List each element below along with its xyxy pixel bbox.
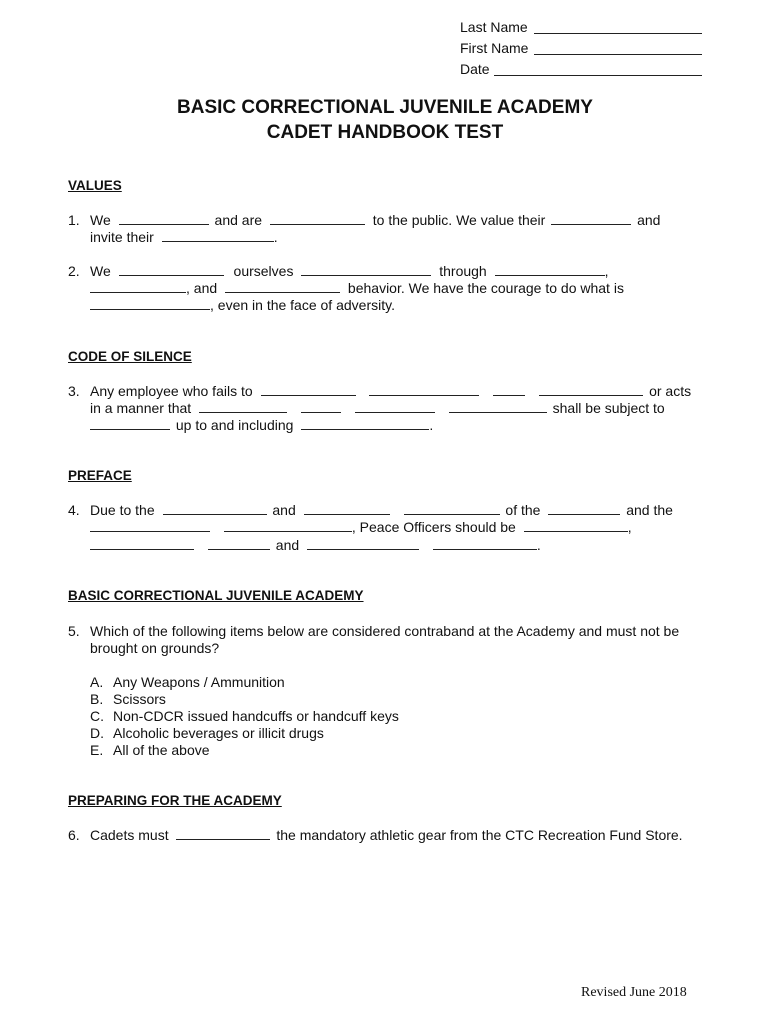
q2-blank-5[interactable] <box>225 280 340 293</box>
q4-text: , Peace Officers should be <box>351 519 516 535</box>
q4-blank-11[interactable] <box>433 537 537 550</box>
q3-blank-10[interactable] <box>301 417 429 430</box>
q4-blank-6[interactable] <box>224 519 352 532</box>
option-letter: D. <box>90 725 104 741</box>
q6-text: Cadets must <box>90 827 169 843</box>
q3-line3 <box>90 417 433 433</box>
section-values: VALUES <box>68 178 122 193</box>
q1-number: 1. <box>68 212 80 228</box>
q5-option-c[interactable] <box>90 708 399 724</box>
q2-text: , and <box>186 280 218 296</box>
q1-blank-2[interactable] <box>270 212 365 225</box>
q3-text: shall be subject to <box>552 400 665 416</box>
q3-text: in a manner that <box>90 400 192 416</box>
q1-text: to the public. We value their <box>372 212 546 228</box>
section-code-of-silence: CODE OF SILENCE <box>68 349 192 364</box>
q1-text: invite their <box>90 229 154 245</box>
q4-blank-1[interactable] <box>163 502 267 515</box>
q2-blank-4[interactable] <box>90 280 186 293</box>
option-text: Any Weapons / Ammunition <box>113 674 285 690</box>
page-subtitle: CADET HANDBOOK TEST <box>266 122 504 143</box>
q3-number: 3. <box>68 383 80 399</box>
q4-text: and <box>272 502 296 518</box>
option-letter: E. <box>90 742 104 758</box>
q4-blank-7[interactable] <box>524 519 628 532</box>
q3-blank-4[interactable] <box>539 383 643 396</box>
q2-number: 2. <box>68 263 80 279</box>
option-text: Non-CDCR issued handcuffs or handcuff keys <box>113 708 399 724</box>
q3-blank-3[interactable] <box>493 383 525 396</box>
q1-text: . <box>273 229 278 245</box>
q4-blank-2[interactable] <box>304 502 390 515</box>
q3-blank-9[interactable] <box>90 417 170 430</box>
q2-text: , <box>604 263 609 279</box>
q3-blank-2[interactable] <box>369 383 479 396</box>
q3-text: or acts <box>649 383 692 399</box>
q4-blank-8[interactable] <box>90 537 194 550</box>
option-letter: B. <box>90 691 104 707</box>
page-title: BASIC CORRECTIONAL JUVENILE ACADEMY <box>177 97 593 118</box>
section-preparing: PREPARING FOR THE ACADEMY <box>68 793 282 808</box>
section-preface: PREFACE <box>68 468 132 483</box>
q4-text: . <box>536 537 541 553</box>
option-text: All of the above <box>113 742 210 758</box>
option-text: Alcoholic beverages or illicit drugs <box>113 725 324 741</box>
q1-blank-1[interactable] <box>119 212 209 225</box>
q2-line3 <box>90 297 395 313</box>
q1-line2 <box>90 229 278 245</box>
q1-text: and are <box>214 212 263 228</box>
q3-text: . <box>429 417 434 433</box>
q1-blank-3[interactable] <box>551 212 631 225</box>
q2-text: We <box>90 263 111 279</box>
q4-line3 <box>90 537 541 553</box>
q2-text: through <box>439 263 487 279</box>
last-name-label: Last Name <box>460 19 528 35</box>
q2-text: behavior. We have the courage to do what is <box>347 280 624 296</box>
q3-text: Any employee who fails to <box>90 383 253 399</box>
q4-blank-5[interactable] <box>90 519 210 532</box>
first-name-row <box>460 40 528 56</box>
first-name-label: First Name <box>460 40 529 56</box>
q4-text: Due to the <box>90 502 155 518</box>
date-row <box>460 61 490 77</box>
q2-blank-6[interactable] <box>90 297 210 310</box>
q2-blank-1[interactable] <box>119 263 224 276</box>
q6-text: the mandatory athletic gear from the CTC Recreation Fund Store. <box>276 827 683 843</box>
q3-line2 <box>90 400 665 416</box>
section-bcja: BASIC CORRECTIONAL JUVENILE ACADEMY <box>68 588 364 603</box>
q3-blank-7[interactable] <box>355 400 435 413</box>
last-name-field[interactable] <box>534 21 702 34</box>
q5-number: 5. <box>68 623 80 639</box>
q6-number: 6. <box>68 827 80 843</box>
q5-option-b[interactable] <box>90 691 166 707</box>
q3-text: up to and including <box>175 417 294 433</box>
q3-blank-6[interactable] <box>301 400 341 413</box>
q4-line1 <box>90 502 673 518</box>
q2-text: , even in the face of adversity. <box>210 297 395 313</box>
q4-text: , <box>627 519 632 535</box>
q2-blank-2[interactable] <box>301 263 431 276</box>
q4-text: and the <box>626 502 673 518</box>
q3-line1 <box>90 383 691 399</box>
date-field[interactable] <box>494 63 702 76</box>
revision-date: Revised June 2018 <box>581 985 687 1000</box>
q5-option-e[interactable] <box>90 742 210 758</box>
last-name-row <box>460 19 528 35</box>
q1-text: and <box>637 212 661 228</box>
q2-line1 <box>90 263 609 279</box>
q4-blank-9[interactable] <box>208 537 270 550</box>
q4-blank-3[interactable] <box>404 502 500 515</box>
q3-blank-5[interactable] <box>199 400 287 413</box>
q4-text: of the <box>505 502 541 518</box>
q4-text: and <box>275 537 300 553</box>
q2-text: ourselves <box>233 263 294 279</box>
q1-line1 <box>90 212 660 228</box>
q1-blank-4[interactable] <box>162 229 274 242</box>
first-name-field[interactable] <box>534 42 702 55</box>
q1-text: We <box>90 212 111 228</box>
q5-option-d[interactable] <box>90 725 324 741</box>
q2-blank-3[interactable] <box>495 263 605 276</box>
q4-line2 <box>90 519 632 535</box>
date-label: Date <box>460 61 490 77</box>
q2-line2 <box>90 280 624 296</box>
q4-number: 4. <box>68 502 80 518</box>
option-letter: C. <box>90 708 104 724</box>
q3-blank-8[interactable] <box>449 400 547 413</box>
option-text: Scissors <box>113 691 166 707</box>
q6-blank-1[interactable] <box>176 827 270 840</box>
q5-question-line2: brought on grounds? <box>90 640 220 656</box>
q4-blank-4[interactable] <box>548 502 620 515</box>
q3-blank-1[interactable] <box>261 383 356 396</box>
q5-option-a[interactable] <box>90 674 285 690</box>
q6-line1 <box>90 827 683 843</box>
option-letter: A. <box>90 674 104 690</box>
q4-blank-10[interactable] <box>307 537 419 550</box>
q5-question-line1: Which of the following items below are considered contraband at the Academy and must not be <box>90 623 680 639</box>
